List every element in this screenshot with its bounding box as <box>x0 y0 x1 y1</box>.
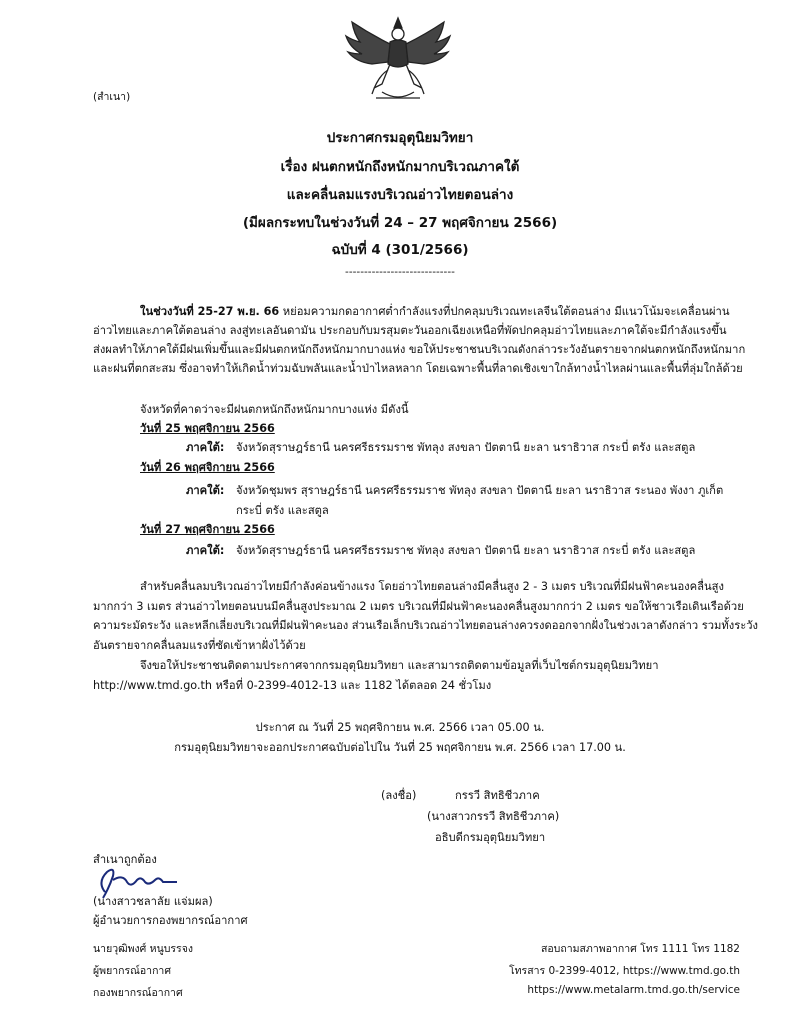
day-1-region: ภาคใต้: <box>186 441 225 454</box>
copy-mark: (สำเนา) <box>93 91 131 103</box>
day-3-date: วันที่ 27 พฤศจิกายน 2566 <box>140 523 275 536</box>
title-line-2: เรื่อง ฝนตกหนักถึงหนักมากบริเวณภาคใต้ <box>280 159 520 175</box>
intro-line-2: อ่าวไทยและภาคใต้ตอนล่าง ลงสู่ทะเลอันดามัน ประกอบกับมรสุมตะวันออกเฉียงเหนือที่พัดปกคลุมอ่าวไทยและภาคใต้จะมีกำลังแรงขึ้น <box>93 324 727 337</box>
separator: ----------------------------- <box>345 266 455 278</box>
signed-label: (ลงชื่อ) <box>381 789 417 802</box>
follow-line-2: http://www.tmd.go.th หรือที่ 0-2399-4012-13 และ 1182 ได้ตลอด 24 ชั่วโมง <box>93 679 492 692</box>
announce-line-1: ประกาศ ณ วันที่ 25 พฤศจิกายน พ.ศ. 2566 เวลา 05.00 น. <box>255 721 545 734</box>
title-line-4: (มีผลกระทบในช่วงวันที่ 24 – 27 พฤศจิกายน 2566) <box>242 215 558 231</box>
waves-line-2: มากกว่า 3 เมตร ส่วนอ่าวไทยตอนบนมีคลื่นสูงประมาณ 2 เมตร บริเวณที่มีฝนฟ้าคะนองคลื่นสูงมากกว่า 2 เมตร ขอให้ชาวเรือเดินเรือด้วย <box>93 600 744 613</box>
signatory-position: อธิบดีกรมอุตุนิยมวิทยา <box>435 831 546 844</box>
footer-right-1: สอบถามสภาพอากาศ โทร 1111 โทร 1182 <box>540 943 740 955</box>
signed-name: กรรวี สิทธิชีวภาค <box>455 789 540 802</box>
day-1-provinces: จังหวัดสุราษฎร์ธานี นครศรีธรรมราช พัทลุง สงขลา ปัตตานี ยะลา นราธิวาส กระบี่ ตรัง และสตูล <box>236 441 696 454</box>
intro-line-1 <box>140 302 730 321</box>
day-2-region: ภาคใต้: <box>186 484 225 497</box>
certify-name: (นางสาวชลาลัย แจ่มผล) <box>93 895 213 908</box>
day-2-provinces-1: จังหวัดชุมพร สุราษฎร์ธานี นครศรีธรรมราช พัทลุง สงขลา ปัตตานี ยะลา นราธิวาส ระนอง พังงา ภูเก็ต <box>236 484 724 497</box>
waves-line-1: สำหรับคลื่นลมบริเวณอ่าวไทยมีกำลังค่อนข้างแรง โดยอ่าวไทยตอนล่างมีคลื่นสูง 2 - 3 เมตร บริเวณที่มีฝนฟ้าคะนองคลื่นสูง <box>140 580 724 593</box>
day-3-provinces: จังหวัดสุราษฎร์ธานี นครศรีธรรมราช พัทลุง สงขลา ปัตตานี ยะลา นราธิวาส กระบี่ ตรัง และสตูล <box>236 544 696 557</box>
waves-line-4: อันตรายจากคลื่นลมแรงที่ซัดเข้าหาฝั่งไว้ด้วย <box>93 639 306 652</box>
day-3-region: ภาคใต้: <box>186 544 225 557</box>
certify-label: สำเนาถูกต้อง <box>93 853 157 866</box>
intro-lead: ในช่วงวันที่ 25-27 พ.ย. 66 <box>140 305 280 318</box>
title-line-3: และคลื่นลมแรงบริเวณอ่าวไทยตอนล่าง <box>286 187 514 203</box>
follow-line-1: จึงขอให้ประชาชนติดตามประกาศจากกรมอุตุนิยมวิทยา และสามารถติดตามข้อมูลที่เว็บไซต์กรมอุตุนิยมวิทยา <box>140 659 659 672</box>
intro-line-4: และฝนที่ตกสะสม ซึ่งอาจทำให้เกิดน้ำท่วมฉับพลันและน้ำป่าไหลหลาก โดยเฉพาะพื้นที่ลาดเชิงเขาใกล้ทางน้ำไหลผ่านและพื้นที่ลุ่มใกล้ด้วย <box>93 362 743 375</box>
title-line-1: ประกาศกรมอุตุนิยมวิทยา <box>326 130 474 146</box>
signatory-full-name: (นางสาวกรรวี สิทธิชีวภาค) <box>427 810 560 823</box>
day-1-date: วันที่ 25 พฤศจิกายน 2566 <box>140 422 275 435</box>
footer-left-3: กองพยากรณ์อากาศ <box>93 987 183 999</box>
waves-line-3: ความระมัดระวัง และหลีกเลี่ยงบริเวณที่มีฝนฟ้าคะนอง ส่วนเรือเล็กบริเวณอ่าวไทยตอนล่างควรงดออกจากฝั่งในช่วงเวลาดังกล่าว รวมทั้งระวัง <box>93 619 759 632</box>
footer-left-2: ผู้พยากรณ์อากาศ <box>93 965 171 977</box>
intro-line-1-text: หย่อมความกดอากาศต่ำกำลังแรงที่ปกคลุมบริเวณทะเลจีนใต้ตอนล่าง มีแนวโน้มจะเคลื่อนผ่าน <box>279 305 730 318</box>
garuda-emblem <box>332 14 464 104</box>
footer-right-2: โทรสาร 0-2399-4012, https://www.tmd.go.th <box>509 965 740 977</box>
title-line-5: ฉบับที่ 4 (301/2566) <box>331 242 469 258</box>
forecast-heading: จังหวัดที่คาดว่าจะมีฝนตกหนักถึงหนักมากบางแห่ง มีดังนี้ <box>140 403 409 416</box>
day-2-provinces-2: กระบี่ ตรัง และสตูล <box>236 504 329 517</box>
footer-left-1: นายวุฒิพงศ์ หนูบรรจง <box>93 943 193 955</box>
intro-line-3: ส่งผลทำให้ภาคใต้มีฝนเพิ่มขึ้นและมีฝนตกหนักถึงหนักมากบางแห่ง ขอให้ประชาชนบริเวณดังกล่าวระวังอันตรายจากฝนตกหนักถึงหนักมาก <box>93 343 746 356</box>
day-2-date: วันที่ 26 พฤศจิกายน 2566 <box>140 461 275 474</box>
announce-line-2: กรมอุตุนิยมวิทยาจะออกประกาศฉบับต่อไปใน วันที่ 25 พฤศจิกายน พ.ศ. 2566 เวลา 17.00 น. <box>174 741 626 754</box>
certify-position: ผู้อำนวยการกองพยากรณ์อากาศ <box>93 914 248 927</box>
footer-right-3: https://www.metalarm.tmd.go.th/service <box>527 984 740 996</box>
